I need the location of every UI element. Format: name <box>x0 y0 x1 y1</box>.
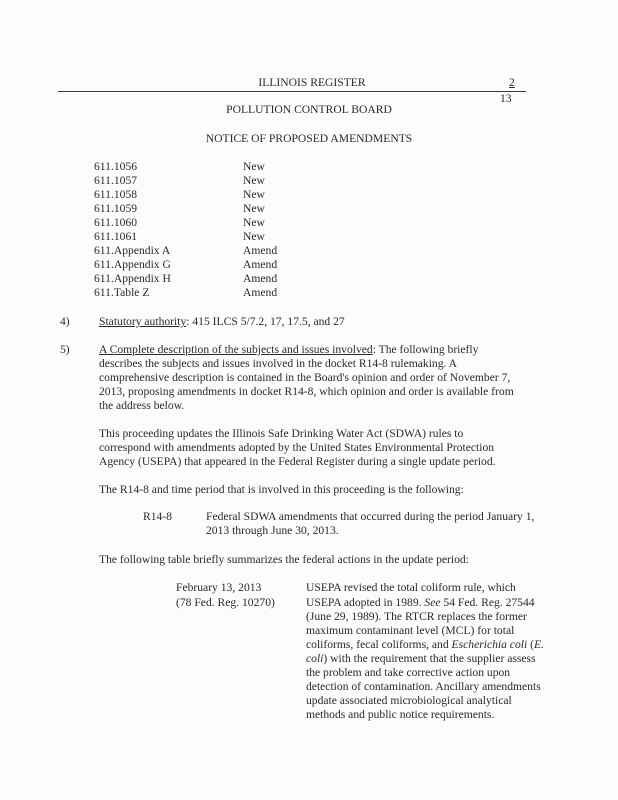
section-action: New <box>243 230 265 243</box>
section-name: 611.Appendix H <box>94 272 171 285</box>
desc-text: coliforms, fecal coliforms, and <box>306 638 452 651</box>
description-intro: : The following briefly <box>372 343 479 356</box>
paragraph-line: 2013, proposing amendments in docket R14-8, which opinion and order is available from <box>99 385 514 398</box>
paragraph-line: comprehensive description is contained in the Board's opinion and order of November 7, <box>99 371 511 384</box>
list-item <box>0 202 618 216</box>
notice-title: NOTICE OF PROPOSED AMENDMENTS <box>205 132 413 145</box>
docket-label: R14-8 <box>143 510 172 523</box>
paragraph-line: The following table briefly summarizes the federal actions in the update period: <box>99 553 469 566</box>
item-5-number: 5) <box>60 343 70 356</box>
list-item <box>0 188 618 202</box>
table-desc-line: detection of contamination. Ancillary amendments <box>306 680 541 693</box>
section-name: 611.1060 <box>94 216 138 229</box>
list-item <box>0 160 618 174</box>
paragraph-line: the address below. <box>99 399 185 412</box>
section-name: 611.1057 <box>94 174 138 187</box>
section-action: New <box>243 202 265 215</box>
paragraph-line: This proceeding updates the Illinois Safe Drinking Water Act (SDWA) rules to <box>99 427 464 440</box>
header-rule <box>58 91 526 92</box>
page-number: 2 <box>509 76 515 89</box>
statutory-authority-heading: Statutory authority <box>99 315 187 328</box>
statutory-authority-text: : 415 ILCS 5/7.2, 17, 17.5, and 27 <box>186 315 345 328</box>
paragraph-line: Agency (USEPA) that appeared in the Federal Register during a single update period. <box>99 455 496 468</box>
see-citation: 54 Fed. Reg. 27544 <box>440 596 535 609</box>
docket-line-2: 2013 through June 30, 2013. <box>206 524 339 537</box>
desc-text: ) with the requirement that the supplier assess <box>323 652 536 665</box>
table-desc-line: (June 29, 1989). The RTCR replaces the former <box>306 610 527 623</box>
list-item <box>0 272 618 286</box>
table-citation: (78 Fed. Reg. 10270) <box>176 596 275 609</box>
table-date: February 13, 2013 <box>176 581 262 594</box>
paragraph-line: The R14-8 and time period that is involved in this proceeding is the following: <box>99 483 464 496</box>
list-item <box>0 286 618 300</box>
section-name: 611.1059 <box>94 202 138 215</box>
section-action: Amend <box>243 286 278 299</box>
paragraph-line: correspond with amendments adopted by the United States Environmental Protection <box>99 441 495 454</box>
table-desc-line <box>306 638 544 652</box>
section-action: New <box>243 160 265 173</box>
description-heading: A Complete description of the subjects and issues involved <box>99 343 373 356</box>
section-action: Amend <box>243 244 278 257</box>
list-item <box>0 244 618 258</box>
paragraph-line: describes the subjects and issues involved in the docket R14-8 rulemaking. A <box>99 357 458 370</box>
item-4-number: 4) <box>60 315 70 328</box>
table-desc-line: USEPA revised the total coliform rule, which <box>306 581 516 594</box>
section-action: New <box>243 216 265 229</box>
register-title: ILLINOIS REGISTER <box>258 76 366 89</box>
section-action: Amend <box>243 272 278 285</box>
item-4 <box>99 315 345 329</box>
table-desc-line <box>306 596 535 610</box>
agency-name: POLLUTION CONTROL BOARD <box>226 103 392 116</box>
page-sub-number: 13 <box>500 92 512 105</box>
section-action: New <box>243 174 265 187</box>
ecoli-paren: ( <box>527 638 534 651</box>
section-name: 611.Table Z <box>94 286 150 299</box>
ecoli-italic: Escherichia coli <box>451 638 528 651</box>
desc-text: USEPA adopted in 1989. <box>306 596 425 609</box>
section-name: 611.1056 <box>94 160 138 173</box>
coli-italic: coli <box>306 652 324 665</box>
section-name: 611.Appendix G <box>94 258 171 271</box>
section-name: 611.Appendix A <box>94 244 171 257</box>
list-item <box>0 230 618 244</box>
docket-line-1: Federal SDWA amendments that occurred during the period January 1, <box>206 510 535 523</box>
section-name: 611.1061 <box>94 230 138 243</box>
section-action: Amend <box>243 258 278 271</box>
ecoli-abbrev: E. <box>533 638 544 651</box>
table-desc-line: the problem and take corrective action upon <box>306 666 511 679</box>
table-desc-line: maximum contaminant level (MCL) for total <box>306 624 515 637</box>
list-item <box>0 216 618 230</box>
table-desc-line: update associated microbiological analytical <box>306 694 512 707</box>
item-5-heading-line <box>99 343 478 357</box>
see-italic: See <box>424 596 441 609</box>
table-desc-line: methods and public notice requirements. <box>306 708 495 721</box>
table-desc-line <box>306 652 536 666</box>
list-item <box>0 258 618 272</box>
section-action: New <box>243 188 265 201</box>
section-name: 611.1058 <box>94 188 138 201</box>
list-item <box>0 174 618 188</box>
